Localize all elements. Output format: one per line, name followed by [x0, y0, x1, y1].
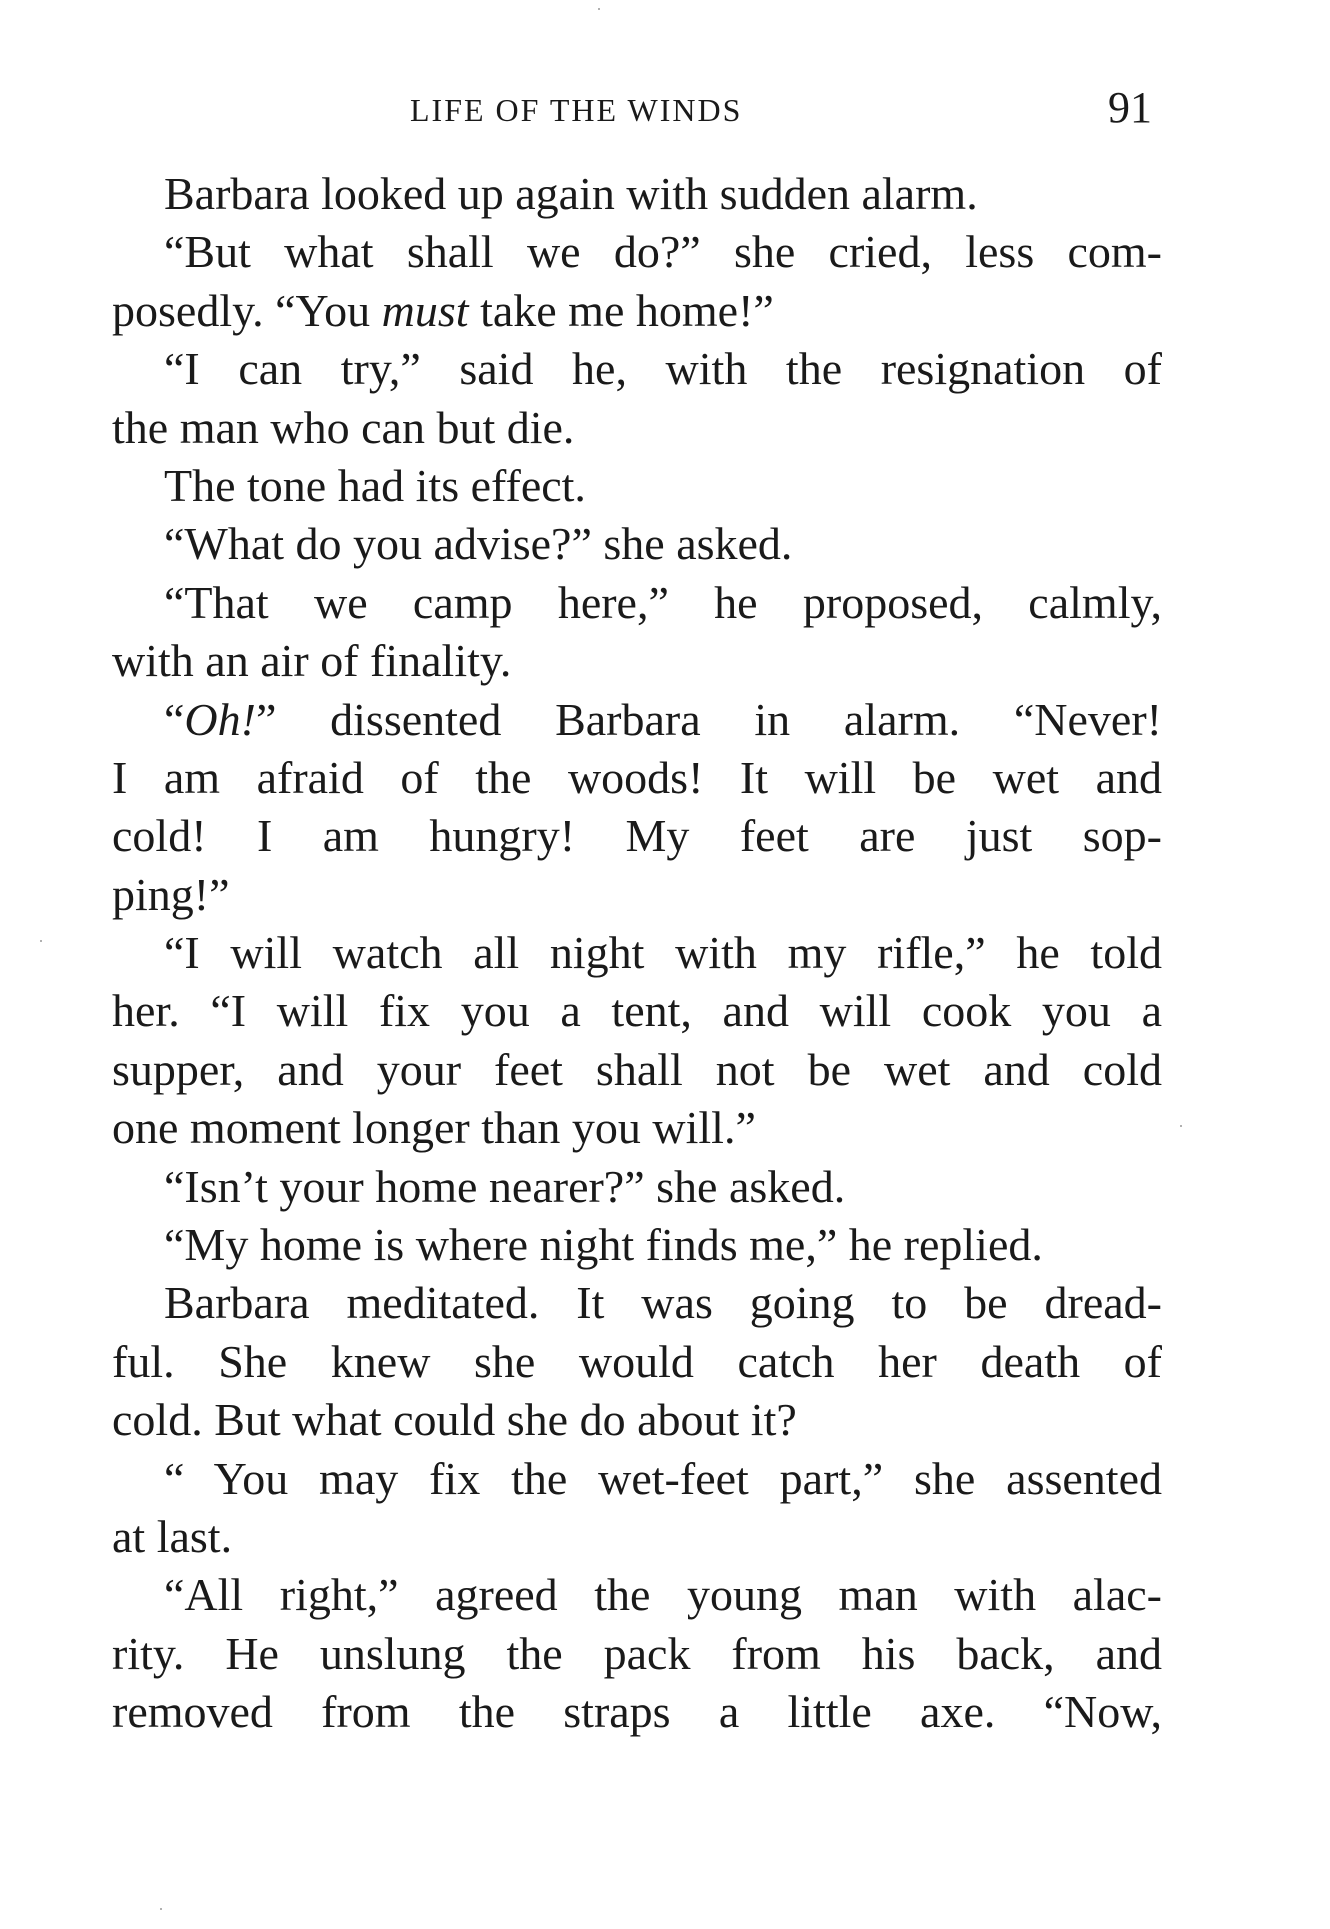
- text-segment: “: [164, 693, 185, 745]
- text-line: cold! I am hungry! My feet are just sop-: [112, 810, 1162, 862]
- text-line: “All right,” agreed the young man with alac-: [164, 1569, 1162, 1621]
- text-line: “But what shall we do?” she cried, less com-: [164, 226, 1162, 278]
- text-line: removed from the straps a little axe. “Now,: [112, 1686, 1162, 1738]
- text-line: at last.: [112, 1510, 233, 1562]
- paper-speck: [1180, 1125, 1182, 1127]
- text-line: “That we camp here,” he proposed, calmly,: [164, 576, 1162, 628]
- running-head: [0, 83, 1330, 138]
- text-segment: posedly. “You: [112, 284, 382, 336]
- text-line: ping!”: [112, 868, 230, 920]
- text-line: The tone had its effect.: [164, 459, 586, 511]
- text-line: “What do you advise?” she asked.: [164, 518, 793, 570]
- page-number: 91: [1108, 83, 1152, 132]
- italic-word: must: [381, 284, 469, 336]
- text-line: “My home is where night finds me,” he replied.: [164, 1219, 1043, 1271]
- paper-speck: [598, 8, 600, 10]
- text-line: one moment longer than you will.”: [112, 1102, 756, 1154]
- text-line: “ You may fix the wet-feet part,” she assented: [164, 1452, 1162, 1504]
- text-line: I am afraid of the woods! It will be wet and: [112, 751, 1162, 803]
- text-line: [112, 691, 1162, 749]
- text-segment: take me home!”: [468, 284, 774, 336]
- text-line: cold. But what could she do about it?: [112, 1394, 797, 1446]
- text-line: “Isn’t your home nearer?” she asked.: [164, 1160, 846, 1212]
- text-line: “I will watch all night with my rifle,” he told: [164, 927, 1162, 979]
- text-line: the man who can but die.: [112, 401, 575, 453]
- text-line: rity. He unslung the pack from his back, and: [112, 1627, 1162, 1679]
- italic-word: Oh!: [184, 693, 256, 745]
- paper-speck: [160, 1908, 162, 1910]
- text-line: Barbara looked up again with sudden alarm.: [164, 168, 978, 219]
- text-line: “I can try,” said he, with the resignation of: [164, 343, 1162, 395]
- text-line: her. “I will fix you a tent, and will cook you a: [112, 985, 1162, 1037]
- running-title: LIFE OF THE WINDS: [410, 92, 743, 128]
- text-line: ful. She knew she would catch her death of: [112, 1335, 1162, 1387]
- text-line: Barbara meditated. It was going to be dread-: [164, 1277, 1162, 1329]
- text-line: supper, and your feet shall not be wet and cold: [112, 1043, 1162, 1095]
- text-segment: ” dissented Barbara in alarm. “Never!: [255, 693, 1162, 745]
- text-line: [112, 282, 1162, 340]
- body-text: [112, 165, 1162, 1742]
- text-line: with an air of finality.: [112, 635, 512, 687]
- paper-speck: [40, 940, 42, 942]
